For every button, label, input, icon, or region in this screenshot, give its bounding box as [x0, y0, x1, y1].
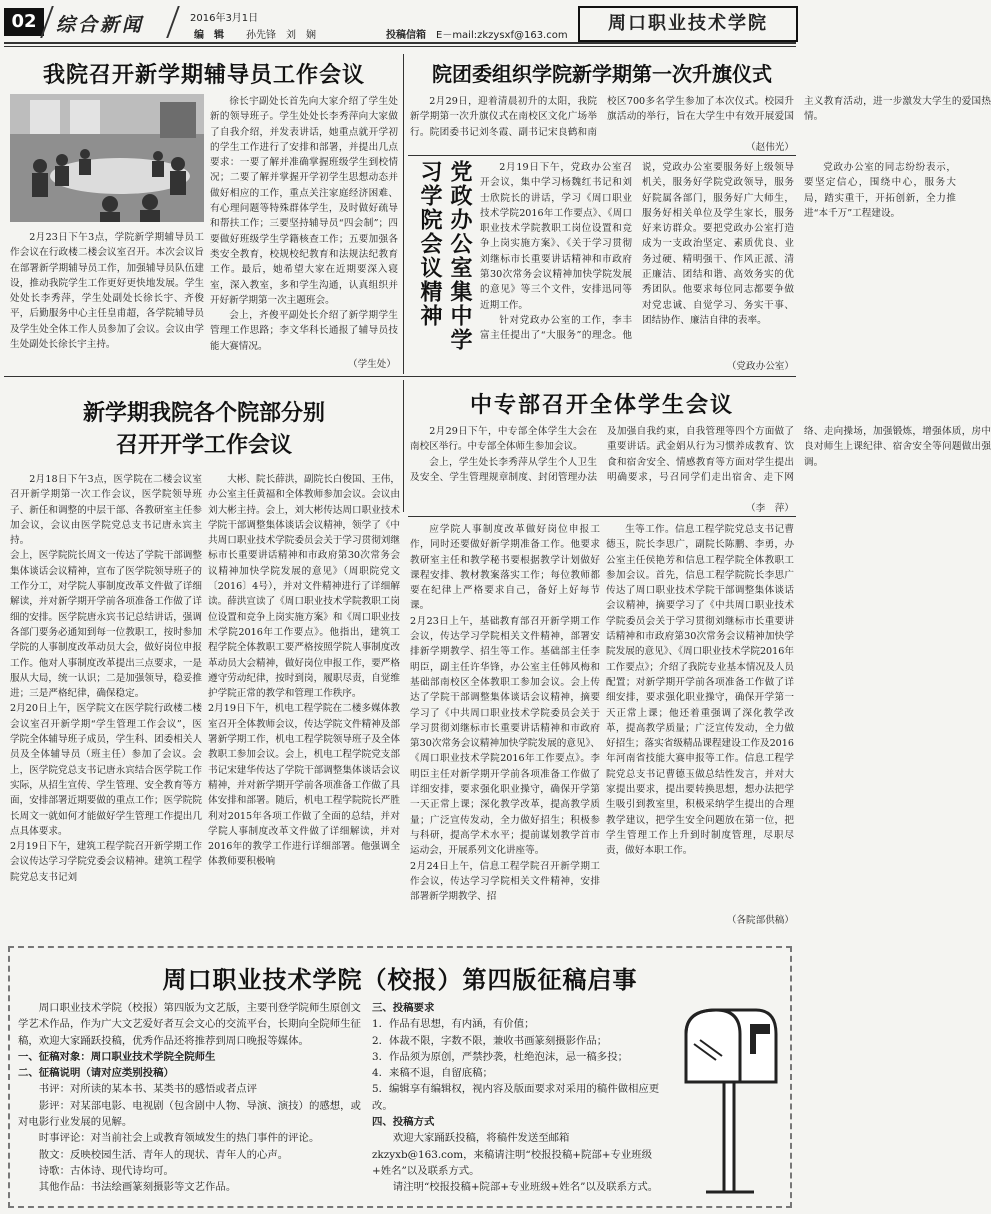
notice-method-2: 请注明“校报投稿+院部+专业班级+姓名”以及联系方式。 [392, 1181, 659, 1194]
dept-col-1 [10, 472, 202, 934]
dept-meetings-title-line2: 召开开学工作会议 [115, 433, 292, 458]
notice-heading-4: 四、投稿方式 [372, 1116, 435, 1129]
notice-left-column [18, 1000, 362, 1200]
notice-category-1: 书评：对所读的某本书、某类书的感悟或者点评 [38, 1083, 257, 1096]
dept-col-4-text: 生等工作。信息工程学院党总支书记曹德玉，院长李思广，副院长陈鹏、李勇，办公室主任侯艳芳和信息工程学院全体教职工参加会议。首先，信息工程学院院长李思广传达了周口职业技术学院干部调整集体谈话会议精神，摘要学习了《中共周口职业技术学院委员会关于学习贯彻刘继标市长重要讲话精神和市政府第30次常务会议精神加快学院发展的意见》、《周口职业技术学院2016年工作要点》；介绍了我院专业基本情况及人员配置；对新学期开学前各项准备工作做了详细安排，要求强化职业操守，确保开学第一天正常上课；他还着重强调了深化教学改革，提高教学质量；广泛宣传发动，全力做好招生；落实省级精品课程建设工作及2016年河南省技能大赛申报等工作。信息工程学院党总支书记曹德玉做总结性发言，并对大家提出要求，提出要转换思想，想办法把学生吸引到教室里，积极采纳学生提出的合理教学建议，把学生安全问题放在第一位，把学生管理工作上升到时制度管理，尽职尽责，做好本职工作。 [606, 524, 794, 857]
email-label: 投稿信箱 [386, 30, 426, 41]
page-number: 02 [4, 8, 44, 36]
email-address: E－mail:zkzysxf@163.com [436, 30, 568, 41]
assembly-p1: 2月29日下午，中专部全体学生大会在南校区举行。中专部全体师生参加会议。 [410, 426, 597, 453]
office-p1: 2月19日下午，党政办公室召开会议，集中学习杨魏红书记和刘士欣院长的讲话，学习《周口职业技术学院2016年工作要点》、《周口职业技术学院教职工岗位设置和竞争上岗实施方案》、《关于学习贯彻刘继标市长重要讲话精神和市政府第30次常务会议精神加快学院发展的意见》等三个文件，安排迅同等近期工作。 [480, 162, 632, 311]
header-rule-thin [4, 46, 796, 47]
counselor-meeting-body [210, 94, 398, 356]
office-study-body [480, 160, 956, 356]
notice-category-4: 散文：反映校园生活、青年人的现状、青年人的心声。 [38, 1148, 289, 1161]
school-name-banner: 周口职业技术学院 [578, 6, 798, 42]
dept-meetings-title-line1: 新学期我院各个院部分别 [82, 401, 325, 426]
section-name: 综合新闻 [56, 14, 145, 36]
assembly-body [410, 424, 991, 500]
mid-rule [4, 376, 796, 377]
mailbox-icon [676, 1004, 784, 1200]
dept-meetings-signature: （各院部供稿） [726, 915, 794, 926]
counselor-meeting-lead [10, 230, 204, 370]
meeting-photo [10, 94, 204, 222]
notice-method-1: 欢迎大家踊跃投稿，将稿件发送至邮箱zkzyxb@163.com，来稿请注明“校报投稿+院部+专业班级+姓名”以及联系方式。 [372, 1132, 653, 1177]
counselor-p2: 徐长宇副处长首先向大家介绍了学生处新的领导班子。学生处处长李秀萍向大家做了自我介绍，并发表讲话，她重点就开学初的学生工作进行了安排和部署，并提出几点要求：一要了解并准确掌握班级学生到校情况；二要了解并掌握开学初学生思想动态并做好相应的工作，重点关注家庭经济困难、有心理问题等特殊群体学生，及时做好疏导和帮扶工作；三要坚持辅导员“四会制”；四要做好班级学生学籍核查工作；五要加强各类安全教育，校规校纪教育和法规法纪教育工作。最后，她希望大家在近期要深入寝室，深入教室，多和学生沟通，认真组织并开好新学期第一次主题班会。 [210, 96, 398, 306]
dept-col-2 [208, 472, 400, 934]
vertical-divider-mid [403, 380, 404, 512]
notice-heading-1: 一、征稿对象：周口职业技术学院全院师生 [18, 1050, 216, 1063]
notice-requirement-5: 5．编辑享有编辑权，视内容及版面要求对采用的稿件做相应更改。 [372, 1083, 660, 1112]
editor-names: 孙先锋 刘 娴 [246, 30, 316, 41]
call-for-papers-title: 周口职业技术学院（校报）第四版征稿启事 [162, 966, 638, 994]
notice-category-3: 时事评论：对当前社会上或教育领域发生的热门事件的评论。 [38, 1132, 320, 1145]
flag-divider [408, 155, 796, 156]
dept-col-2-text: 大彬、院长薛洪，副院长白俊国、王伟，办公室主任黄福和全体教师参加会议。会议由刘大彬主持。会上，刘大彬传达周口职业技术学院干部调整集体谈话会议精神，领学了《中共周口职业技术学院委员会关于学习贯彻刘继标市长重要讲话精神和市政府第30次常务会议精神加快学院发展的意见》（周职院党文〔2016〕4号），并对文件精神进行了详细解读。薛洪宣读了《周口职业技术学院教职工岗位设置和竞争上岗实施方案》和《周口职业技术学院2016年工作要点》。他指出，建筑工程学院全体教职工要严格按照学院人事制度改革动员大会精神，做好岗位申报工作，要严格遵守劳动纪律，按时到岗，履职尽责，自觉维护学院正常的教学和管理工作秩序。 2月19日下午，机电工程学院在二楼多媒体教室召开全体教师会议，传达学院文件精神及部署新学期工作，机电工程学院领导班子及全体教职工参加会议。会上，机电工程学院党支部书记宋建华传达了学院干部调整集体谈话会议精神，并对新学期开学前各项准备工作做了具体安排和部署。随后，机电工程学院院长严胜利对2015年各项工作做了全面的总结，并对学院人事制度改革文件做了详细解读，并对2016年的教学工作进行详细部署。他强调全体教师要积极响 [208, 474, 400, 868]
editor-label: 编 辑 [194, 30, 224, 41]
notice-heading-3: 三、投稿要求 [372, 1002, 435, 1014]
office-study-signature: （党政办公室） [726, 361, 794, 372]
notice-requirement-4: 4．来稿不退，自留底稿； [372, 1067, 493, 1080]
notice-category-5: 诗歌：古体诗、现代诗均可。 [38, 1164, 174, 1177]
office-p2: 针对党政办公室的工作，李丰富主任提出了“大服务”的理念。他说，党政办公室要服务好上级领导机关，服务好学院党政领导，服务好院属各部门，服务好广大师生，服务好相关单位及学生家长，服务好来访群众。要把党政办公室打造成为一支政治坚定、素质优良、业务过硬、精明强干、作风正派、清正廉洁、团结和谐、高效务实的优秀团队。他要求每位同志都要争做对党忠诚、自觉学习、务实干事、团结协作、廉洁自律的表率。 [480, 162, 794, 342]
notice-category-6: 其他作品：书法绘画篆刻摄影等文艺作品。 [38, 1181, 237, 1194]
notice-right-column [372, 1000, 664, 1200]
issue-date: 2016年3月1日 [190, 13, 259, 24]
notice-heading-2: 二、征稿说明（请对应类别投稿） [18, 1067, 174, 1080]
flag-ceremony-body [410, 94, 991, 140]
header-rule [4, 42, 796, 44]
counselor-p3: 会上，齐俊平副处长介绍了新学期学生管理工作思路；李文华科长通报了辅导员技能大赛情况。 [210, 310, 398, 352]
notice-requirement-1: 1．作品有思想，有内涵，有价值； [372, 1018, 535, 1031]
office-p3: 党政办公室的同志纷纷表示，要坚定信心，围绕中心，服务大局，踏实重干，开拓创新，全力推进“本千万”工程建设。 [804, 162, 956, 219]
dept-col-3 [410, 522, 600, 934]
vertical-divider-top [403, 54, 404, 374]
flag-ceremony-title: 院团委组织学院新学期第一次升旗仪式 [432, 62, 772, 86]
flag-ceremony-text: 2月29日，迎着清晨初升的太阳，我院新学期第一次升旗仪式在南校区文化广场举行。院团委书记刘冬霞、副书记宋良鹤和南校区700多名学生参加了本次仪式。校园升旗活动的举行，旨在大学生中有效开展爱国主义教育活动，进一步激发大学生的爱国热情。 [410, 96, 991, 138]
slash-divider-2 [166, 6, 190, 38]
counselor-meeting-title: 我院召开新学期辅导员工作会议 [42, 63, 365, 88]
flag-ceremony-signature: （赵伟光） [746, 142, 794, 153]
assembly-p2: 会上，学生处长李秀萍从学生个人卫生及安全、学生管理规章制度、封闭管理办法及加强自我约束，自我管理等四个方面做了重要讲话。武金娟从行为习惯养成教育、饮食和宿舍安全、情感教育等方面对学生提出明确要求，号召同学们走出宿舍、走下网络、走向操场，加强锻炼，增强体质，房中良对师生上课纪律、宿舍安全等问题做出强调。 [410, 426, 991, 483]
assembly-title: 中专部召开全体学生会议 [469, 393, 734, 418]
assembly-signature: （李 萍） [746, 503, 794, 514]
notice-requirement-2: 2．体裁不限，字数不限，兼收书画篆刻摄影作品； [372, 1034, 608, 1047]
notice-intro: 周口职业技术学院（校报）第四版为文艺版，主要刊登学院师生原创文学艺术作品，作为广大文艺爱好者互会文心的交流平台，长期向全院师生征稿，欢迎大家踊跃投稿，优秀作品还将推荐到周口晚报等媒体。 [18, 1002, 361, 1047]
counselor-signature: （学生处） [348, 359, 396, 370]
office-study-title: 党政办公室集中学习学院会议精神 [417, 160, 472, 352]
dept-col-4 [606, 522, 794, 890]
notice-category-2: 影评：对某部电影、电视剧（包含剧中人物、导演、演技）的感想，或对电影行业发展的见解。 [18, 1099, 361, 1129]
dept-col-3-text: 应学院人事制度改革做好岗位申报工作，同时还要做好新学期准备工作。他要求教研室主任和教学秘书要根据教学计划做好课程安排、教材教案落实工作；每位教师都要在纪律上严格要求自己，备好上好每节课。 2月23日上午，基础教育部召开新学期工作会议，传达学习学院相关文件精神，部署安排新学期教学、招生等工作。基础部主任李明臣，副主任许华锋，办公室主任韩风梅和基础部南校区全体教职工参加会议。会上传达了学院干部调整集体谈话会议精神，摘要学习了《中共周口职业技术学院委员会关于学习贯彻刘继标市长重要讲话精神和市政府第30次常务会议精神加快学院发展的意见》、《周口职业技术学院2016年工作要点》。李明臣主任对新学期开学前各项准备工作做了详细安排，要求强化职业操守，确保开学第一天正常上课；深化教学改革，提高教学质量；广泛宣传发动，全力做好招生；积极参与科研，提高学术水平；提前谋划教学首市运动会，开展系列文化讲座等。 2月24日上午，信息工程学院召开新学期工作会议，传达学习学院相关文件精神，安排部署新学期教学、招 [410, 524, 600, 903]
notice-requirement-3: 3．作品须为原创，严禁抄袭，杜绝泡沫，忌一稿多投； [372, 1050, 628, 1063]
counselor-p1: 2月23日下午3点，学院新学期辅导员工作会议在行政楼二楼会议室召开。本次会议旨在部署新学期辅导员工作，加强辅导员队伍建设，推动我院学生工作更好更快地发展。学生处处长李秀萍，学生处副处长徐长宇、齐俊平，后勤服务中心主任皇甫超，各学院辅导员及学生处全体工作人员参加了会议。会议由学生处副处长徐长宇主持。 [10, 232, 204, 351]
assembly-divider [408, 516, 796, 517]
dept-col-1-text: 2月18日下午3点，医学院在二楼会议室召开新学期第一次工作会议，医学院领导班子、新任和调整的中层干部、各教研室主任参加会议，会议由医学院党总支书记唐永宾主持。 会上，医学院院长周文一传达了学院干部调整集体谈话会议精神，宣布了医学院领导班子的工作分工，对学院人事制度改革文件做了详细解读，并对新学期开学前各项准备工作做了详细的安排。医学院唐永宾书记总结讲话，强调各部门要务必通知到每一位教职工，按时参加学院的人事制度改革动员大会，做好岗位申报工作。他对人事制度改革提出三点要求，一是服从大局，统一认识；二是加强领导，稳妥推进；三是严格纪律，确保稳定。 2月20日上午，医学院文在医学院行政楼二楼会议室召开新学期“学生管理工作会议”，医学院全体辅导班子成员，学生科、团委相关人员及全体辅导员（班主任）参加了会议。会上，医学院党总支书记唐永宾结合医学院工作实际，从招生宣传、学生管理、安全教育等方面，安排部署近期要做的重点工作；医学院院长周文一就如何才能做好学生管理工作提出几点具体要求。 2月19日下午，建筑工程学院召开新学期工作会议传达学习学院党委会议精神。建筑工程学院党总支书记刘 [10, 474, 202, 883]
